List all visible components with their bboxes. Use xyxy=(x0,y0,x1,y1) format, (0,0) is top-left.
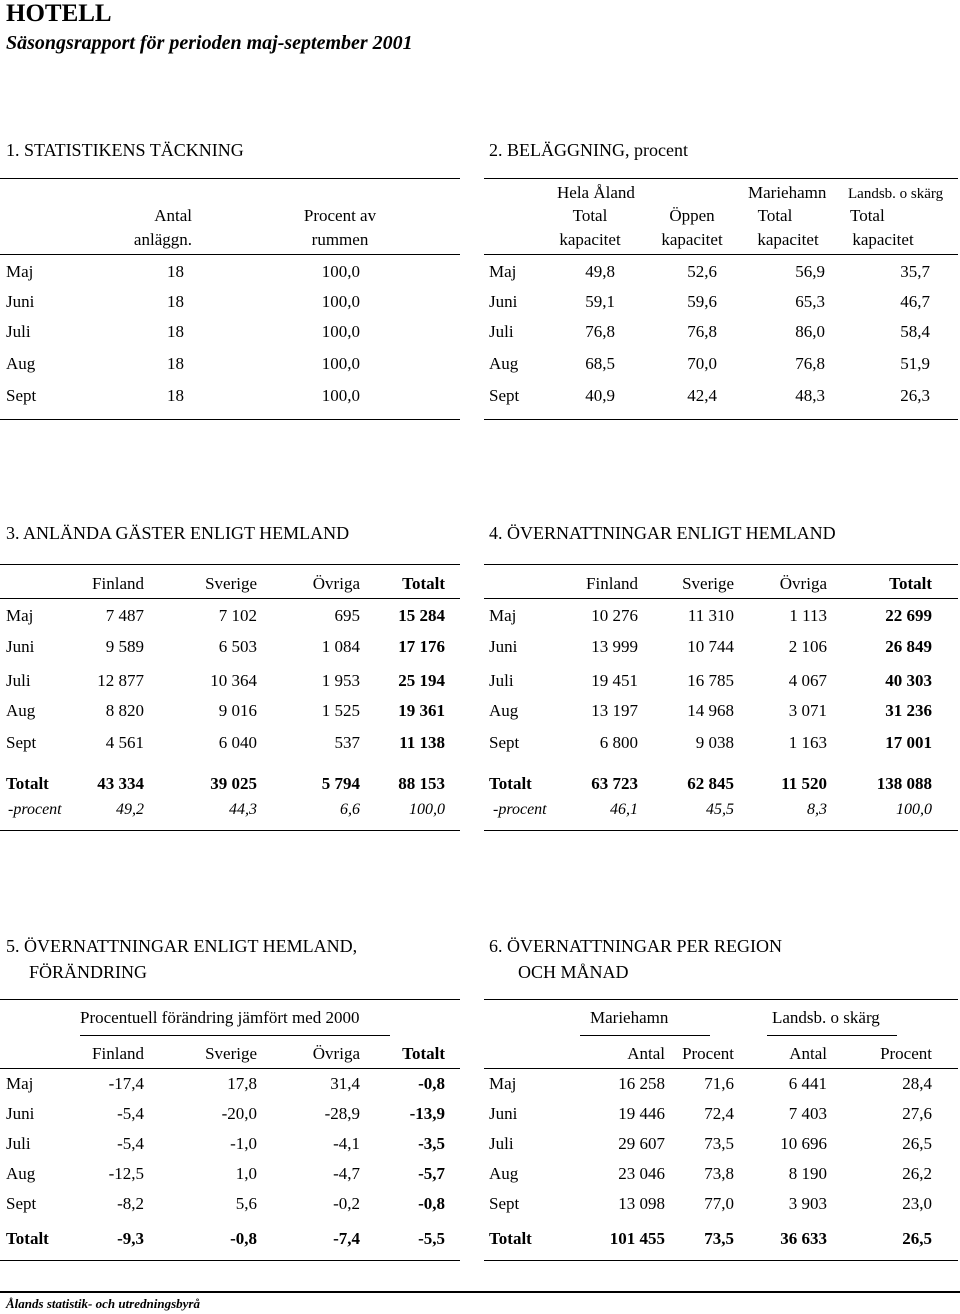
row-label: Aug xyxy=(489,1164,519,1183)
s2-cell: 26,3 xyxy=(900,386,930,405)
s4-pct-cell: 100,0 xyxy=(896,801,932,818)
s3-cell: 7 102 xyxy=(218,606,257,625)
s1-col-head: rummen xyxy=(311,230,369,249)
row-label: Aug xyxy=(6,1164,36,1183)
s4-total-cell: 63 723 xyxy=(591,774,638,793)
s4-cell: 26 849 xyxy=(885,637,932,656)
s5-cell: 31,4 xyxy=(330,1074,360,1093)
s5-cell: -8,2 xyxy=(117,1194,144,1213)
s4-cell: 4 067 xyxy=(788,671,827,690)
s3-cell: 10 364 xyxy=(210,671,257,690)
s5-total-cell: -0,8 xyxy=(230,1229,257,1248)
s4-pct-cell: 45,5 xyxy=(706,801,734,818)
s4-cell: 14 968 xyxy=(687,701,734,720)
s5-cell: -0,8 xyxy=(418,1074,445,1093)
rule xyxy=(0,178,460,179)
s4-total-label: Totalt xyxy=(489,774,532,793)
row-label: Juli xyxy=(489,671,514,690)
s1-cell: 18 xyxy=(167,262,184,281)
s3-cell: 4 561 xyxy=(105,733,144,752)
s6-cell: 6 441 xyxy=(788,1074,827,1093)
s1-col-head: anläggn. xyxy=(133,230,192,249)
s3-total-cell: 88 153 xyxy=(398,774,445,793)
s2-group-head: Mariehamn xyxy=(748,183,827,202)
rule xyxy=(0,254,460,255)
row-label: Juni xyxy=(489,1104,518,1123)
rule xyxy=(0,419,460,420)
s6-cell: 26,2 xyxy=(902,1164,932,1183)
s3-col-head: Finland xyxy=(92,574,144,593)
row-label: Maj xyxy=(489,606,517,625)
rule xyxy=(484,1068,958,1069)
s3-cell: 6 040 xyxy=(218,733,257,752)
s1-cell: 18 xyxy=(167,292,184,311)
s5-cell: 17,8 xyxy=(227,1074,257,1093)
s6-col-head: Antal xyxy=(789,1044,827,1063)
row-label: Juli xyxy=(489,322,514,341)
s2-col-head: Total xyxy=(572,206,608,225)
footer-org: Ålands statistik- och utredningsbyrå xyxy=(6,1296,200,1311)
s4-col-head: Totalt xyxy=(889,574,932,593)
s3-cell: 537 xyxy=(334,733,360,752)
s3-cell: 6 503 xyxy=(218,637,257,656)
s3-col-head: Sverige xyxy=(205,574,257,593)
s4-pct-label: -procent xyxy=(493,801,547,818)
s2-cell: 65,3 xyxy=(795,292,825,311)
s2-cell: 76,8 xyxy=(795,354,825,373)
row-label: Aug xyxy=(489,354,519,373)
s4-cell: 9 038 xyxy=(695,733,734,752)
s5-total-cell: -5,5 xyxy=(418,1229,445,1248)
rule xyxy=(484,564,958,565)
row-label: Maj xyxy=(489,1074,517,1093)
s5-col-head: Finland xyxy=(92,1044,144,1063)
s3-total-cell: 39 025 xyxy=(210,774,257,793)
s3-pct-cell: 100,0 xyxy=(409,801,445,818)
s3-cell: 1 953 xyxy=(321,671,360,690)
s3-total-label: Totalt xyxy=(6,774,49,793)
s1-cell: 100,0 xyxy=(321,354,360,373)
s3-cell: 11 138 xyxy=(399,733,445,752)
s4-cell: 1 113 xyxy=(789,606,827,625)
s3-cell: 9 589 xyxy=(105,637,144,656)
footer-rule xyxy=(0,1291,960,1293)
rule xyxy=(484,419,958,420)
row-label: Juni xyxy=(489,292,518,311)
rule xyxy=(580,1035,710,1036)
s4-col-head: Sverige xyxy=(682,574,734,593)
s5-cell: 1,0 xyxy=(235,1164,257,1183)
rule xyxy=(484,254,958,255)
s4-col-head: Finland xyxy=(586,574,638,593)
s5-total-cell: -7,4 xyxy=(333,1229,360,1248)
s4-total-cell: 138 088 xyxy=(876,774,932,793)
s1-cell: 100,0 xyxy=(321,292,360,311)
row-label: Juli xyxy=(6,1134,31,1153)
s4-cell: 10 276 xyxy=(591,606,638,625)
section-5-heading-line2: FÖRÄNDRING xyxy=(29,962,148,982)
s6-cell: 71,6 xyxy=(704,1074,734,1093)
s3-cell: 9 016 xyxy=(218,701,257,720)
s2-col-head: kapacitet xyxy=(757,230,819,249)
s4-cell: 17 001 xyxy=(885,733,932,752)
s3-pct-cell: 6,6 xyxy=(340,801,360,818)
section-3-heading: 3. ANLÄNDA GÄSTER ENLIGT HEMLAND xyxy=(6,523,350,543)
s2-cell: 70,0 xyxy=(687,354,717,373)
s3-cell: 7 487 xyxy=(105,606,144,625)
s6-cell: 29 607 xyxy=(618,1134,665,1153)
s2-cell: 51,9 xyxy=(900,354,930,373)
s3-cell: 1 084 xyxy=(321,637,360,656)
s6-cell: 19 446 xyxy=(618,1104,665,1123)
s2-cell: 42,4 xyxy=(687,386,717,405)
row-label: Juni xyxy=(6,637,35,656)
s2-col-head: kapacitet xyxy=(852,230,914,249)
s3-pct-label: -procent xyxy=(8,801,62,818)
s4-cell: 6 800 xyxy=(599,733,638,752)
s3-total-cell: 5 794 xyxy=(321,774,360,793)
s2-cell: 52,6 xyxy=(687,262,717,281)
s5-cell: -12,5 xyxy=(108,1164,144,1183)
row-label: Juli xyxy=(6,671,31,690)
rule xyxy=(484,1260,958,1261)
s6-cell: 73,8 xyxy=(704,1164,734,1183)
s6-cell: 23 046 xyxy=(618,1164,665,1183)
s5-col-head: Sverige xyxy=(205,1044,257,1063)
page-title: HOTELL xyxy=(6,0,112,27)
s6-col-head: Procent xyxy=(880,1044,932,1063)
s5-cell: -5,4 xyxy=(117,1104,144,1123)
s6-cell: 28,4 xyxy=(902,1074,932,1093)
s5-cell: -5,7 xyxy=(418,1164,445,1183)
rule xyxy=(0,830,460,831)
section-4-heading: 4. ÖVERNATTNINGAR ENLIGT HEMLAND xyxy=(489,523,836,543)
s4-total-cell: 62 845 xyxy=(687,774,734,793)
s2-cell: 46,7 xyxy=(900,292,930,311)
s6-total-cell: 101 455 xyxy=(609,1229,665,1248)
s2-cell: 40,9 xyxy=(585,386,615,405)
rule xyxy=(0,1260,460,1261)
s3-cell: 15 284 xyxy=(398,606,445,625)
row-label: Sept xyxy=(489,386,520,405)
s6-total-cell: 26,5 xyxy=(902,1229,932,1248)
s5-caption: Procentuell förändring jämfört med 2000 xyxy=(80,1008,360,1027)
rule xyxy=(0,1068,460,1069)
s4-cell: 40 303 xyxy=(885,671,932,690)
rule xyxy=(484,999,958,1000)
s4-cell: 13 197 xyxy=(591,701,638,720)
row-label: Maj xyxy=(6,1074,34,1093)
s2-cell: 48,3 xyxy=(795,386,825,405)
section-6-heading-line2: OCH MÅNAD xyxy=(518,962,629,982)
s1-cell: 100,0 xyxy=(321,262,360,281)
s6-cell: 72,4 xyxy=(704,1104,734,1123)
s5-cell: -5,4 xyxy=(117,1134,144,1153)
section-2-heading: 2. BELÄGGNING, procent xyxy=(489,140,688,160)
s3-cell: 19 361 xyxy=(398,701,445,720)
row-label: Aug xyxy=(6,701,36,720)
s4-cell: 31 236 xyxy=(885,701,932,720)
s6-cell: 16 258 xyxy=(618,1074,665,1093)
s2-cell: 76,8 xyxy=(585,322,615,341)
s3-cell: 8 820 xyxy=(105,701,144,720)
s4-pct-cell: 8,3 xyxy=(807,801,827,818)
rule xyxy=(484,178,958,179)
s6-cell: 26,5 xyxy=(902,1134,932,1153)
s2-col-head: kapacitet xyxy=(559,230,621,249)
row-label: Sept xyxy=(489,1194,520,1213)
s2-group-head: Landsb. o skärg xyxy=(848,186,944,202)
s3-cell: 1 525 xyxy=(321,701,360,720)
s4-cell: 16 785 xyxy=(687,671,734,690)
s2-group-head: Hela Åland xyxy=(557,183,635,202)
s3-pct-cell: 44,3 xyxy=(229,801,257,818)
rule xyxy=(767,1035,897,1036)
s4-cell: 3 071 xyxy=(788,701,827,720)
page-subtitle: Säsongsrapport för perioden maj-september 2001 xyxy=(6,32,413,54)
row-label: Juni xyxy=(6,1104,35,1123)
rule xyxy=(484,598,958,599)
row-label: Sept xyxy=(6,386,37,405)
s2-cell: 49,8 xyxy=(585,262,615,281)
s3-cell: 17 176 xyxy=(398,637,445,656)
section-5-heading: 5. ÖVERNATTNINGAR ENLIGT HEMLAND, xyxy=(6,936,358,956)
s2-cell: 76,8 xyxy=(687,322,717,341)
s6-cell: 27,6 xyxy=(902,1104,932,1123)
s1-cell: 18 xyxy=(167,354,184,373)
s2-cell: 68,5 xyxy=(585,354,615,373)
row-label: Maj xyxy=(489,262,517,281)
s6-cell: 8 190 xyxy=(788,1164,827,1183)
s1-cell: 100,0 xyxy=(321,386,360,405)
s4-cell: 11 310 xyxy=(687,606,734,625)
s5-col-head: Totalt xyxy=(402,1044,445,1063)
s2-cell: 59,6 xyxy=(687,292,717,311)
s5-cell: -28,9 xyxy=(324,1104,360,1123)
row-label: Sept xyxy=(489,733,520,752)
s2-cell: 56,9 xyxy=(795,262,825,281)
s6-cell: 77,0 xyxy=(704,1194,734,1213)
s4-pct-cell: 46,1 xyxy=(610,801,638,818)
row-label: Sept xyxy=(6,1194,37,1213)
s3-total-cell: 43 334 xyxy=(97,774,144,793)
s4-cell: 19 451 xyxy=(591,671,638,690)
s2-col-head: kapacitet xyxy=(661,230,723,249)
section-6-heading: 6. ÖVERNATTNINGAR PER REGION xyxy=(489,936,782,956)
s5-cell: -1,0 xyxy=(230,1134,257,1153)
s4-col-head: Övriga xyxy=(779,574,827,593)
s5-cell: -0,2 xyxy=(333,1194,360,1213)
s4-cell: 1 163 xyxy=(788,733,827,752)
s4-cell: 22 699 xyxy=(885,606,932,625)
s4-total-cell: 11 520 xyxy=(781,774,827,793)
s1-cell: 100,0 xyxy=(321,322,360,341)
s5-col-head: Övriga xyxy=(312,1044,360,1063)
s6-cell: 10 696 xyxy=(780,1134,827,1153)
s5-cell: -13,9 xyxy=(409,1104,445,1123)
row-label: Juni xyxy=(6,292,35,311)
s5-cell: -4,1 xyxy=(333,1134,360,1153)
rule xyxy=(0,999,460,1000)
s2-cell: 35,7 xyxy=(900,262,930,281)
rule xyxy=(0,598,460,599)
s3-pct-cell: 49,2 xyxy=(116,801,144,818)
s6-col-head: Procent xyxy=(682,1044,734,1063)
s3-cell: 695 xyxy=(334,606,360,625)
s3-cell: 12 877 xyxy=(97,671,144,690)
s3-cell: 25 194 xyxy=(398,671,445,690)
s2-cell: 59,1 xyxy=(585,292,615,311)
s2-cell: 58,4 xyxy=(900,322,930,341)
s6-total-label: Totalt xyxy=(489,1229,532,1248)
s3-col-head: Totalt xyxy=(402,574,445,593)
s5-cell: -0,8 xyxy=(418,1194,445,1213)
s6-cell: 73,5 xyxy=(704,1134,734,1153)
s5-total-label: Totalt xyxy=(6,1229,49,1248)
rule xyxy=(80,1035,390,1036)
s6-cell: 13 098 xyxy=(618,1194,665,1213)
row-label: Maj xyxy=(6,262,34,281)
row-label: Sept xyxy=(6,733,37,752)
s6-group-head: Mariehamn xyxy=(590,1008,669,1027)
s4-cell: 10 744 xyxy=(687,637,734,656)
s1-cell: 18 xyxy=(167,386,184,405)
s1-col-head: Antal xyxy=(154,206,192,225)
s3-col-head: Övriga xyxy=(312,574,360,593)
row-label: Aug xyxy=(489,701,519,720)
s6-group-head: Landsb. o skärg xyxy=(772,1008,880,1027)
s6-total-cell: 73,5 xyxy=(704,1229,734,1248)
s5-cell: -20,0 xyxy=(221,1104,257,1123)
s6-cell: 3 903 xyxy=(788,1194,827,1213)
s5-cell: -17,4 xyxy=(108,1074,144,1093)
s5-cell: 5,6 xyxy=(235,1194,257,1213)
s6-total-cell: 36 633 xyxy=(780,1229,827,1248)
rule xyxy=(484,830,958,831)
s1-col-head: Procent av xyxy=(303,206,377,225)
s2-cell: 86,0 xyxy=(795,322,825,341)
row-label: Maj xyxy=(6,606,34,625)
section-1-heading: 1. STATISTIKENS TÄCKNING xyxy=(6,140,244,160)
s2-col-head: Total xyxy=(850,206,885,225)
rule xyxy=(0,564,460,565)
s2-col-head: Öppen xyxy=(669,206,715,225)
row-label: Juni xyxy=(489,637,518,656)
s1-cell: 18 xyxy=(167,322,184,341)
s5-cell: -3,5 xyxy=(418,1134,445,1153)
s6-col-head: Antal xyxy=(627,1044,665,1063)
s5-total-cell: -9,3 xyxy=(117,1229,144,1248)
row-label: Juli xyxy=(6,322,31,341)
s6-cell: 23,0 xyxy=(902,1194,932,1213)
s5-cell: -4,7 xyxy=(333,1164,360,1183)
s4-cell: 13 999 xyxy=(591,637,638,656)
s4-cell: 2 106 xyxy=(788,637,827,656)
s2-col-head: Total xyxy=(757,206,793,225)
s6-cell: 7 403 xyxy=(788,1104,827,1123)
row-label: Aug xyxy=(6,354,36,373)
row-label: Juli xyxy=(489,1134,514,1153)
